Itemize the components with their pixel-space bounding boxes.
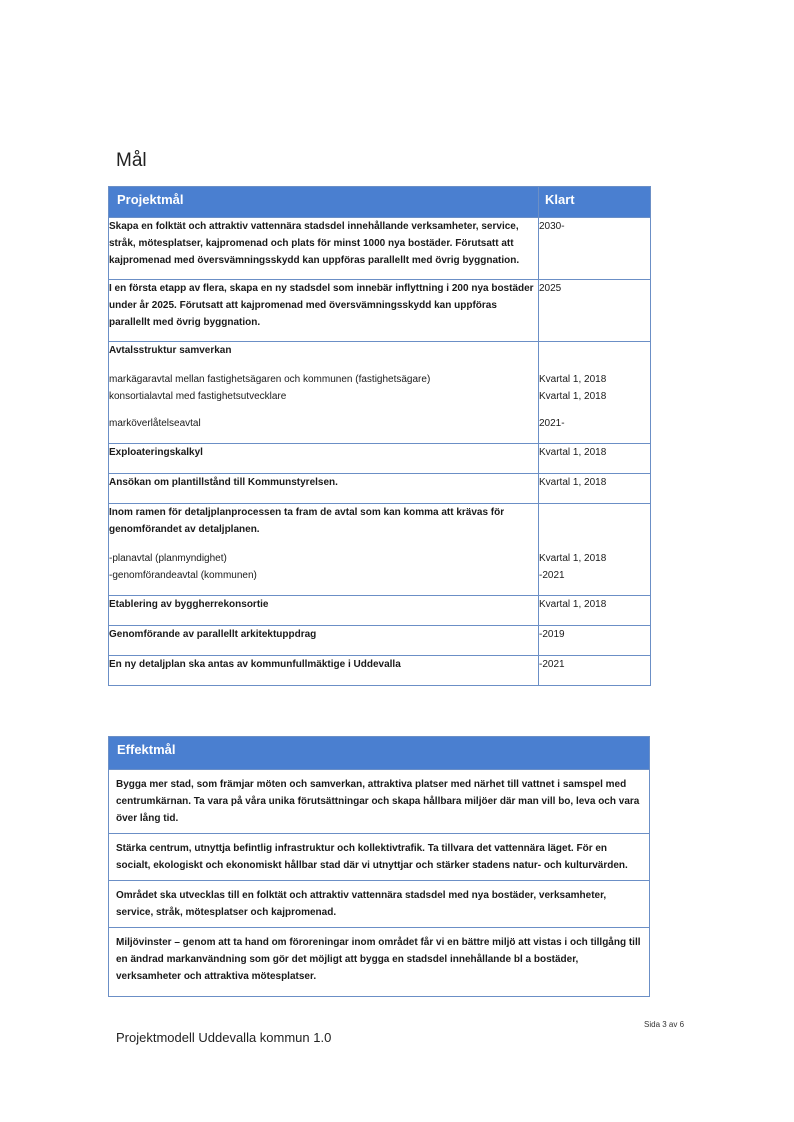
goal-deadline: -2021 (539, 656, 651, 686)
effect-goal-text: Området ska utvecklas till en folktät och attraktiv vattennära stadsdel med nya bostäder, verksamheter, service, stråk, mötesplatser och kajpromenad. (109, 881, 650, 928)
table-header-row (109, 737, 650, 770)
goal-deadline: Kvartal 1, 2018 (539, 444, 651, 474)
goal-item-deadline: -2021 (539, 570, 565, 581)
goal-text: I en första etapp av flera, skapa en ny stadsdel som innebär inflyttning i 200 nya bostäder under år 2025. Förutsatt att kajpromenad med översvämningsskydd kan uppföras parallellt med övrig byggnation. (109, 280, 539, 342)
table-row (109, 834, 650, 881)
table-row (109, 474, 651, 504)
goal-item-deadline: Kvartal 1, 2018 (539, 374, 607, 385)
goal-item-text: -genomförandeavtal (kommunen) (109, 570, 257, 581)
table-row (109, 770, 650, 834)
goal-deadline: Kvartal 1, 2018 (539, 474, 651, 504)
section-heading: Mål (116, 150, 147, 171)
table-row (109, 280, 651, 342)
goal-deadline: -2019 (539, 626, 651, 656)
goal-group-title: Avtalsstruktur samverkan (109, 345, 232, 356)
goal-deadline-group (539, 504, 651, 596)
goal-item-deadline: Kvartal 1, 2018 (539, 391, 607, 402)
goal-text: Exploateringskalkyl (109, 444, 539, 474)
page-number: Sida 3 av 6 (644, 1020, 685, 1029)
table-row (109, 444, 651, 474)
goal-item-text: marköverlåtelseavtal (109, 418, 201, 429)
goal-text: Ansökan om plantillstånd till Kommunstyrelsen. (109, 474, 539, 504)
goal-deadline: 2025 (539, 280, 651, 342)
goal-item-text: konsortialavtal med fastighetsutvecklare (109, 391, 287, 402)
goal-item-deadline: 2021- (539, 418, 565, 429)
goal-deadline: 2030- (539, 218, 651, 280)
table-row (109, 656, 651, 686)
footer-title: Projektmodell Uddevalla kommun 1.0 (116, 1030, 332, 1045)
effect-goal-text: Bygga mer stad, som främjar möten och samverkan, attraktiva platser med närhet till vattnet i samspel med centrumkärnan. Ta vara på våra unika förutsättningar och skapa hållbara miljöer där man vill bo, leva och vara över lång tid. (109, 770, 650, 834)
table-row (109, 626, 651, 656)
column-header-projektmal: Projektmål (109, 187, 539, 218)
goal-group-cell (109, 342, 539, 444)
table-row (109, 218, 651, 280)
goal-text: Genomförande av parallellt arkitektuppdrag (109, 626, 539, 656)
table-row (109, 881, 650, 928)
table-row (109, 342, 651, 444)
table-row (109, 504, 651, 596)
goal-deadline-group (539, 342, 651, 444)
effect-goal-text: Stärka centrum, utnyttja befintlig infrastruktur och kollektivtrafik. Ta tillvara det vattennära läget. För en socialt, ekologiskt och ekonomiskt hållbar stad där vi utnyttjar och stärker stadens natur- och kulturvärden. (109, 834, 650, 881)
goal-text: Skapa en folktät och attraktiv vattennära stadsdel innehållande verksamheter, service, stråk, mötesplatser, kajpromenad och plats för minst 1000 nya bostäder. Förutsatt att kajpromenad med översvämningsskydd kan uppföras parallellt med övrig byggnation. (109, 218, 539, 280)
goal-item-text: -planavtal (planmyndighet) (109, 553, 227, 564)
effect-goal-text: Miljövinster – genom att ta hand om föroreningar inom området får vi en bättre miljö att vistas i och tillgång till en ändrad markanvändning som gör det möjligt att bygga en stadsdel innehållande bl a bostäder, verksamheter och attraktiva mötesplatser. (109, 928, 650, 997)
goal-text: Etablering av byggherrekonsortie (109, 596, 539, 626)
goal-group-cell (109, 504, 539, 596)
goal-group-title: Inom ramen för detaljplanprocessen ta fram de avtal som kan komma att krävas för genomförandet av detaljplanen. (109, 507, 505, 535)
table-header-row (109, 187, 651, 218)
table-row (109, 596, 651, 626)
table-row (109, 928, 650, 997)
projektmal-table (108, 186, 651, 686)
goal-text: En ny detaljplan ska antas av kommunfullmäktige i Uddevalla (109, 656, 539, 686)
goal-item-text: markägaravtal mellan fastighetsägaren och kommunen (fastighetsägare) (109, 374, 431, 385)
column-header-klart: Klart (539, 187, 651, 218)
goal-deadline: Kvartal 1, 2018 (539, 596, 651, 626)
column-header-effektmal: Effektmål (109, 737, 650, 770)
goal-item-deadline: Kvartal 1, 2018 (539, 553, 607, 564)
effektmal-table (108, 736, 650, 997)
